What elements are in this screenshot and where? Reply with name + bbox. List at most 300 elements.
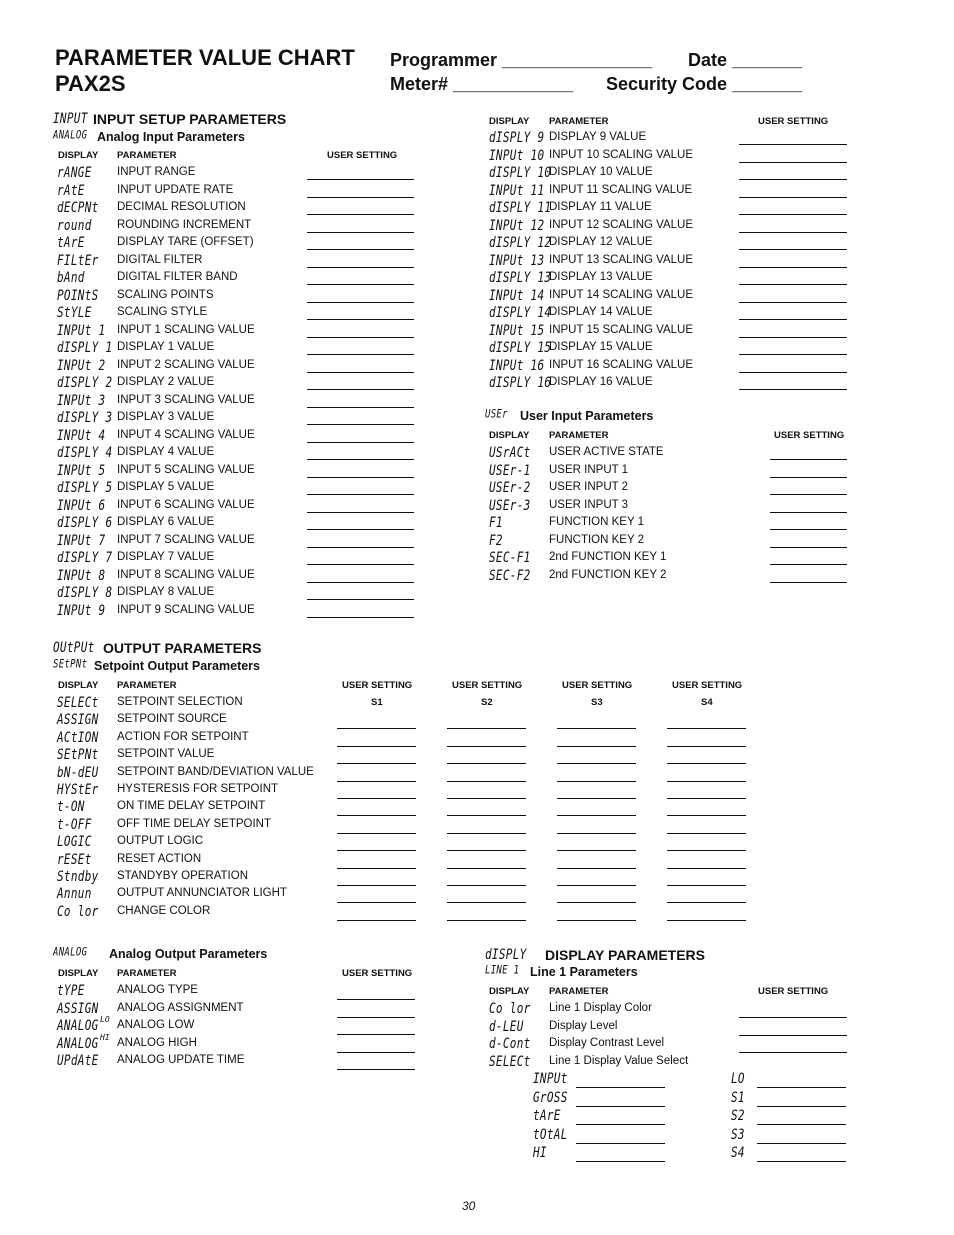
param-code: Stndby <box>57 868 99 885</box>
param-code: dISPLY 2 <box>57 374 113 391</box>
param-label: SETPOINT SOURCE <box>117 713 227 726</box>
param-code: INPUt 3 <box>57 391 106 409</box>
user-setting-line[interactable] <box>307 459 414 460</box>
param-code: INPUt 5 <box>57 461 106 479</box>
user-setting-line[interactable] <box>447 850 526 851</box>
user-setting-line[interactable] <box>557 902 636 903</box>
param-code: SELECt <box>489 1052 531 1070</box>
user-setting-line[interactable] <box>557 798 636 799</box>
param-code: INPUt 15 <box>489 321 545 339</box>
user-setting-line[interactable] <box>667 868 746 869</box>
col-parameter-right: PARAMETER <box>549 116 609 127</box>
user-setting-line[interactable] <box>307 197 414 198</box>
programmer-field[interactable]: Programmer _______________ <box>390 50 653 70</box>
user-setting-line[interactable] <box>307 372 414 373</box>
param-label: ANALOG LOW <box>117 1019 195 1031</box>
param-label: DISPLAY 15 VALUE <box>549 341 653 353</box>
param-label: DISPLAY 6 VALUE <box>117 516 215 528</box>
user-setting-line[interactable] <box>307 582 414 583</box>
param-code: d-LEU <box>489 1017 524 1035</box>
user-setting-line[interactable] <box>667 850 746 851</box>
user-setting-line[interactable] <box>557 728 636 729</box>
col-user-setting: USER SETTING <box>758 986 829 997</box>
user-setting-line[interactable] <box>307 512 414 513</box>
col-display: DISPLAY <box>489 430 530 441</box>
param-label: ANALOG TYPE <box>117 984 198 996</box>
user-setting-line[interactable] <box>337 763 416 764</box>
param-label: INPUT 9 SCALING VALUE <box>117 603 255 616</box>
user-setting-line[interactable] <box>770 512 847 513</box>
param-code: INPUt 4 <box>57 426 106 444</box>
param-label: DISPLAY 5 VALUE <box>117 481 215 493</box>
param-label: INPUT 16 SCALING VALUE <box>549 358 694 371</box>
select-option-line[interactable] <box>757 1161 846 1162</box>
select-option-code: HI <box>533 1144 547 1161</box>
user-setting-line[interactable] <box>337 781 416 782</box>
param-label: ACTION FOR SETPOINT <box>117 730 249 743</box>
user-setting-line[interactable] <box>739 249 847 250</box>
param-label: SETPOINT BAND/DEVIATION VALUE <box>117 765 314 778</box>
user-setting-line[interactable] <box>307 477 414 478</box>
param-code: INPUt 14 <box>489 286 545 304</box>
user-setting-line[interactable] <box>307 407 414 408</box>
user-setting-line[interactable] <box>337 815 416 816</box>
user-setting-line[interactable] <box>307 249 414 250</box>
param-code: bAnd <box>57 269 85 286</box>
user-setting-line[interactable] <box>337 746 416 747</box>
user-setting-line[interactable] <box>667 781 746 782</box>
user-setting-line[interactable] <box>307 564 414 565</box>
analog-output-title: Analog Output Parameters <box>109 947 268 961</box>
user-setting-line[interactable] <box>770 477 847 478</box>
param-label: INPUT 8 SCALING VALUE <box>117 568 255 581</box>
param-code: t-ON <box>57 798 85 816</box>
user-setting-line[interactable] <box>337 885 416 886</box>
user-setting-line[interactable] <box>447 885 526 886</box>
param-code: dISPLY 5 <box>57 479 113 496</box>
select-option-code: tOtAL <box>533 1125 568 1143</box>
param-code: dISPLY 3 <box>57 409 113 426</box>
user-setting-line[interactable] <box>307 267 414 268</box>
select-option-code: S2 <box>731 1107 745 1124</box>
user-setting-line[interactable] <box>307 617 414 618</box>
col-display: DISPLAY <box>58 968 99 979</box>
user-setting-line[interactable] <box>667 746 746 747</box>
user-setting-line[interactable] <box>307 214 414 215</box>
user-setting-line[interactable] <box>667 728 746 729</box>
user-setting-line[interactable] <box>557 833 636 834</box>
user-setting-line[interactable] <box>447 746 526 747</box>
param-label: DISPLAY 3 VALUE <box>117 411 215 423</box>
line1-code: LINE 1 <box>485 964 520 978</box>
user-setting-line[interactable] <box>770 494 847 495</box>
col-user-setting: USER SETTING <box>342 680 413 691</box>
param-code: INPUt 8 <box>57 566 106 584</box>
param-label: DECIMAL RESOLUTION <box>117 201 246 213</box>
param-label: DIGITAL FILTER <box>117 253 203 266</box>
param-label: INPUT 4 SCALING VALUE <box>117 428 255 441</box>
param-code: F2 <box>489 531 503 549</box>
user-setting-line[interactable] <box>337 1017 415 1018</box>
user-setting-line[interactable] <box>739 319 847 320</box>
param-code: INPUt 11 <box>489 181 545 199</box>
param-label: INPUT 5 SCALING VALUE <box>117 463 255 476</box>
param-label: INPUT 2 SCALING VALUE <box>117 358 255 371</box>
col-parameter: PARAMETER <box>117 680 177 691</box>
param-label: Display Level <box>549 1019 618 1032</box>
param-label: DISPLAY 11 VALUE <box>549 201 652 213</box>
param-code: Annun <box>57 885 92 903</box>
user-setting-line[interactable] <box>739 267 847 268</box>
user-setting-line[interactable] <box>447 728 526 729</box>
param-code: dECPNt <box>57 199 99 216</box>
user-setting-line[interactable] <box>337 920 416 921</box>
user-setting-line[interactable] <box>337 1052 415 1053</box>
select-option-line[interactable] <box>576 1124 665 1125</box>
param-code: dISPLY 1 <box>57 339 113 356</box>
user-setting-line[interactable] <box>307 529 414 530</box>
user-setting-line[interactable] <box>307 494 414 495</box>
param-label: INPUT 14 SCALING VALUE <box>549 288 694 301</box>
meter-field[interactable]: Meter# ____________ <box>390 74 574 94</box>
param-label: Line 1 Display Color <box>549 1002 652 1014</box>
user-setting-line[interactable] <box>337 902 416 903</box>
param-label: DISPLAY 1 VALUE <box>117 341 215 353</box>
user-setting-line[interactable] <box>739 337 847 338</box>
user-setting-line[interactable] <box>307 319 414 320</box>
param-label: INPUT 7 SCALING VALUE <box>117 533 255 546</box>
select-option-line[interactable] <box>757 1143 846 1144</box>
param-label: SETPOINT VALUE <box>117 748 215 761</box>
param-code: d-Cont <box>489 1035 531 1052</box>
select-option-code: tArE <box>533 1107 561 1124</box>
param-label: USER INPUT 3 <box>549 498 629 511</box>
user-setting-line[interactable] <box>739 162 847 163</box>
select-option-code: S1 <box>731 1088 745 1106</box>
param-label: Line 1 Display Value Select <box>549 1054 689 1067</box>
user-setting-line[interactable] <box>447 815 526 816</box>
param-label: DISPLAY 13 VALUE <box>549 271 653 283</box>
setpoint-title: Setpoint Output Parameters <box>94 659 260 673</box>
user-setting-line[interactable] <box>739 214 847 215</box>
page-number: 30 <box>462 1199 476 1213</box>
output-title: OUTPUT PARAMETERS <box>103 640 262 656</box>
user-setting-line[interactable] <box>307 547 414 548</box>
user-setting-line[interactable] <box>307 599 414 600</box>
col-user-setting: USER SETTING <box>562 680 633 691</box>
user-setting-line[interactable] <box>667 798 746 799</box>
select-option-line[interactable] <box>757 1087 846 1088</box>
user-setting-line[interactable] <box>307 284 414 285</box>
output-code: OUtPUt <box>53 639 95 656</box>
param-label: INPUT UPDATE RATE <box>117 183 234 196</box>
param-code: INPUt 9 <box>57 601 106 619</box>
param-label: OUTPUT LOGIC <box>117 835 204 848</box>
select-option-code: LO <box>731 1070 745 1087</box>
user-setting-line[interactable] <box>739 1017 847 1018</box>
user-setting-line[interactable] <box>667 763 746 764</box>
col-setpoint-label: S3 <box>591 697 603 708</box>
user-setting-line[interactable] <box>447 781 526 782</box>
user-setting-line[interactable] <box>739 1052 847 1053</box>
param-code: INPUt 7 <box>57 531 106 549</box>
param-code: dISPLY 11 <box>489 199 552 216</box>
param-code: INPUt 6 <box>57 496 106 514</box>
param-code: Co lor <box>57 903 99 920</box>
user-setting-line[interactable] <box>337 1034 415 1035</box>
col-display: DISPLAY <box>489 986 530 997</box>
user-setting-line[interactable] <box>667 902 746 903</box>
param-label: INPUT 12 SCALING VALUE <box>549 218 694 231</box>
param-code: SELECt <box>57 694 99 711</box>
param-label: USER ACTIVE STATE <box>549 446 664 458</box>
user-setting-line[interactable] <box>770 459 847 460</box>
user-setting-line[interactable] <box>447 920 526 921</box>
col-setpoint-label: S2 <box>481 697 493 708</box>
param-label: DISPLAY 4 VALUE <box>117 446 215 458</box>
param-label: DISPLAY 7 VALUE <box>117 551 215 563</box>
user-setting-line[interactable] <box>739 354 847 355</box>
param-label: CHANGE COLOR <box>117 904 211 917</box>
user-setting-line[interactable] <box>739 144 847 145</box>
user-setting-line[interactable] <box>307 337 414 338</box>
param-code: F1 <box>489 514 503 531</box>
user-setting-line[interactable] <box>337 868 416 869</box>
setpoint-code: SEtPNt <box>53 658 88 672</box>
col-parameter: PARAMETER <box>549 430 609 441</box>
param-label: DISPLAY 14 VALUE <box>549 306 653 318</box>
col-user-setting: USER SETTING <box>774 430 845 441</box>
display-params-title: DISPLAY PARAMETERS <box>545 947 705 963</box>
analog-code: ANALOG <box>53 129 88 143</box>
user-setting-line[interactable] <box>739 1035 847 1036</box>
user-setting-line[interactable] <box>739 179 847 180</box>
select-option-code: S3 <box>731 1125 745 1143</box>
param-label: INPUT 1 SCALING VALUE <box>117 323 255 336</box>
user-setting-line[interactable] <box>739 284 847 285</box>
param-label: INPUT 3 SCALING VALUE <box>117 393 255 406</box>
param-code: LOGIC <box>57 833 92 850</box>
param-code: Co lor <box>489 1000 531 1017</box>
col-user-setting: USER SETTING <box>342 968 413 979</box>
col-display-right: DISPLAY <box>489 116 530 127</box>
param-label: USER INPUT 2 <box>549 481 629 493</box>
param-code: USrACt <box>489 444 531 461</box>
col-user-setting-right: USER SETTING <box>758 116 829 127</box>
user-setting-line[interactable] <box>667 833 746 834</box>
user-setting-line[interactable] <box>557 868 636 869</box>
user-setting-line[interactable] <box>557 763 636 764</box>
param-label: DIGITAL FILTER BAND <box>117 271 238 283</box>
user-setting-line[interactable] <box>770 564 847 565</box>
param-code: tArE <box>57 234 85 251</box>
param-label: INPUT 15 SCALING VALUE <box>549 323 694 336</box>
col-setpoint-label: S1 <box>371 697 383 708</box>
select-option-line[interactable] <box>576 1106 665 1107</box>
param-code: rANGE <box>57 164 92 181</box>
select-option-line[interactable] <box>576 1161 665 1162</box>
param-label: SCALING STYLE <box>117 306 208 318</box>
param-label: INPUT 13 SCALING VALUE <box>549 253 694 266</box>
param-label: DISPLAY 12 VALUE <box>549 236 653 248</box>
user-setting-line[interactable] <box>307 389 414 390</box>
param-label: SCALING POINTS <box>117 288 214 301</box>
param-code: INPUt 13 <box>489 251 545 269</box>
user-setting-line[interactable] <box>307 302 414 303</box>
input-code: INPUT <box>53 110 88 127</box>
user-setting-line[interactable] <box>557 815 636 816</box>
user-setting-line[interactable] <box>557 920 636 921</box>
user-setting-line[interactable] <box>447 833 526 834</box>
user-setting-line[interactable] <box>667 815 746 816</box>
select-option-line[interactable] <box>757 1106 846 1107</box>
param-label: ANALOG ASSIGNMENT <box>117 1001 244 1014</box>
user-setting-line[interactable] <box>307 232 414 233</box>
param-code: SEC-F2 <box>489 566 531 584</box>
select-option-code: GrOSS <box>533 1088 568 1106</box>
security-code-field[interactable]: Security Code _______ <box>606 74 803 94</box>
param-code: rESEt <box>57 850 92 868</box>
param-label: DISPLAY 16 VALUE <box>549 376 653 388</box>
user-setting-line[interactable] <box>557 885 636 886</box>
param-code: bN-dEU <box>57 763 99 781</box>
param-code: HYStEr <box>57 781 99 798</box>
param-label: INPUT RANGE <box>117 166 196 178</box>
param-code: dISPLY 10 <box>489 164 552 181</box>
user-setting-line[interactable] <box>739 197 847 198</box>
user-input-title: User Input Parameters <box>520 409 654 423</box>
user-setting-line[interactable] <box>447 868 526 869</box>
select-option-code: S4 <box>731 1144 745 1161</box>
param-label: DISPLAY 8 VALUE <box>117 586 215 598</box>
col-user-setting: USER SETTING <box>327 150 398 161</box>
param-code: USEr-1 <box>489 461 531 479</box>
param-code: INPUt 10 <box>489 146 545 164</box>
user-setting-line[interactable] <box>337 728 416 729</box>
param-label: 2nd FUNCTION KEY 2 <box>549 568 667 581</box>
param-code: dISPLY 9 <box>489 129 545 146</box>
col-display: DISPLAY <box>58 150 99 161</box>
param-code: StYLE <box>57 304 92 321</box>
user-setting-line[interactable] <box>447 763 526 764</box>
user-setting-line[interactable] <box>667 885 746 886</box>
param-label: ANALOG UPDATE TIME <box>117 1054 245 1066</box>
param-code: dISPLY 13 <box>489 269 552 286</box>
param-code: ASSIGN <box>57 711 99 729</box>
param-code: ANALOG <box>57 1017 99 1034</box>
col-display: DISPLAY <box>58 680 99 691</box>
user-setting-line[interactable] <box>557 746 636 747</box>
param-label: DISPLAY TARE (OFFSET) <box>117 236 254 248</box>
param-code: INPUt 16 <box>489 356 545 374</box>
user-setting-line[interactable] <box>307 442 414 443</box>
param-code: SEC-F1 <box>489 549 531 566</box>
user-setting-line[interactable] <box>739 302 847 303</box>
user-setting-line[interactable] <box>770 582 847 583</box>
param-code: dISPLY 6 <box>57 514 113 531</box>
select-option-line[interactable] <box>576 1087 665 1088</box>
param-code: SEtPNt <box>57 746 99 763</box>
param-code: dISPLY 15 <box>489 339 552 356</box>
select-option-line[interactable] <box>576 1143 665 1144</box>
param-code: tYPE <box>57 982 85 999</box>
user-setting-line[interactable] <box>307 424 414 425</box>
param-label: FUNCTION KEY 2 <box>549 533 644 546</box>
param-label: SETPOINT SELECTION <box>117 696 243 708</box>
param-code: dISPLY 8 <box>57 584 113 601</box>
param-label: FUNCTION KEY 1 <box>549 516 644 528</box>
param-label: USER INPUT 1 <box>549 463 629 476</box>
user-setting-line[interactable] <box>770 547 847 548</box>
param-code: round <box>57 216 92 234</box>
analog-input-title: Analog Input Parameters <box>97 130 245 144</box>
param-label: OUTPUT ANNUNCIATOR LIGHT <box>117 887 287 900</box>
user-setting-line[interactable] <box>337 833 416 834</box>
user-setting-line[interactable] <box>447 902 526 903</box>
param-label: ANALOG HIGH <box>117 1036 197 1049</box>
col-parameter: PARAMETER <box>549 986 609 997</box>
param-code: USEr-3 <box>489 496 531 514</box>
model-title: PAX2S <box>55 71 126 96</box>
user-setting-line[interactable] <box>337 850 416 851</box>
param-label: Display Contrast Level <box>549 1037 665 1049</box>
col-user-setting: USER SETTING <box>672 680 743 691</box>
param-code: dISPLY 16 <box>489 374 552 391</box>
user-setting-line[interactable] <box>739 232 847 233</box>
param-label: INPUT 11 SCALING VALUE <box>549 183 693 196</box>
col-setpoint-label: S4 <box>701 697 713 708</box>
param-code: INPUt 12 <box>489 216 545 234</box>
col-parameter: PARAMETER <box>117 968 177 979</box>
date-field[interactable]: Date _______ <box>688 50 803 70</box>
param-label: HYSTERESIS FOR SETPOINT <box>117 783 279 795</box>
user-setting-line[interactable] <box>557 781 636 782</box>
user-setting-line[interactable] <box>667 920 746 921</box>
user-setting-line[interactable] <box>307 179 414 180</box>
param-code: t-OFF <box>57 816 92 833</box>
user-setting-line[interactable] <box>307 354 414 355</box>
col-user-setting: USER SETTING <box>452 680 523 691</box>
param-label: INPUT 6 SCALING VALUE <box>117 498 255 511</box>
display-code: dISPLY <box>485 946 527 963</box>
user-setting-line[interactable] <box>739 389 847 390</box>
param-code: dISPLY 14 <box>489 304 552 321</box>
select-option-code: INPUt <box>533 1070 568 1087</box>
param-code: ACtION <box>57 729 99 746</box>
param-label: ON TIME DELAY SETPOINT <box>117 800 266 813</box>
param-code: dISPLY 7 <box>57 549 113 566</box>
user-setting-line[interactable] <box>739 372 847 373</box>
param-code: ASSIGN <box>57 999 99 1017</box>
line1-title: Line 1 Parameters <box>530 965 638 979</box>
user-setting-line[interactable] <box>770 529 847 530</box>
user-setting-line[interactable] <box>557 850 636 851</box>
col-parameter: PARAMETER <box>117 150 177 161</box>
param-code: dISPLY 12 <box>489 234 552 251</box>
param-label: DISPLAY 10 VALUE <box>549 166 653 178</box>
param-code: USEr-2 <box>489 479 531 496</box>
param-label: 2nd FUNCTION KEY 1 <box>549 551 667 563</box>
user-setting-line[interactable] <box>337 798 416 799</box>
param-label: OFF TIME DELAY SETPOINT <box>117 817 271 830</box>
param-label: INPUT 10 SCALING VALUE <box>549 148 694 161</box>
param-label: DISPLAY 9 VALUE <box>549 131 647 143</box>
user-setting-line[interactable] <box>337 1069 415 1070</box>
select-option-line[interactable] <box>757 1124 846 1125</box>
user-setting-line[interactable] <box>447 798 526 799</box>
user-setting-line[interactable] <box>337 999 415 1000</box>
page-title: PARAMETER VALUE CHART <box>55 45 355 70</box>
